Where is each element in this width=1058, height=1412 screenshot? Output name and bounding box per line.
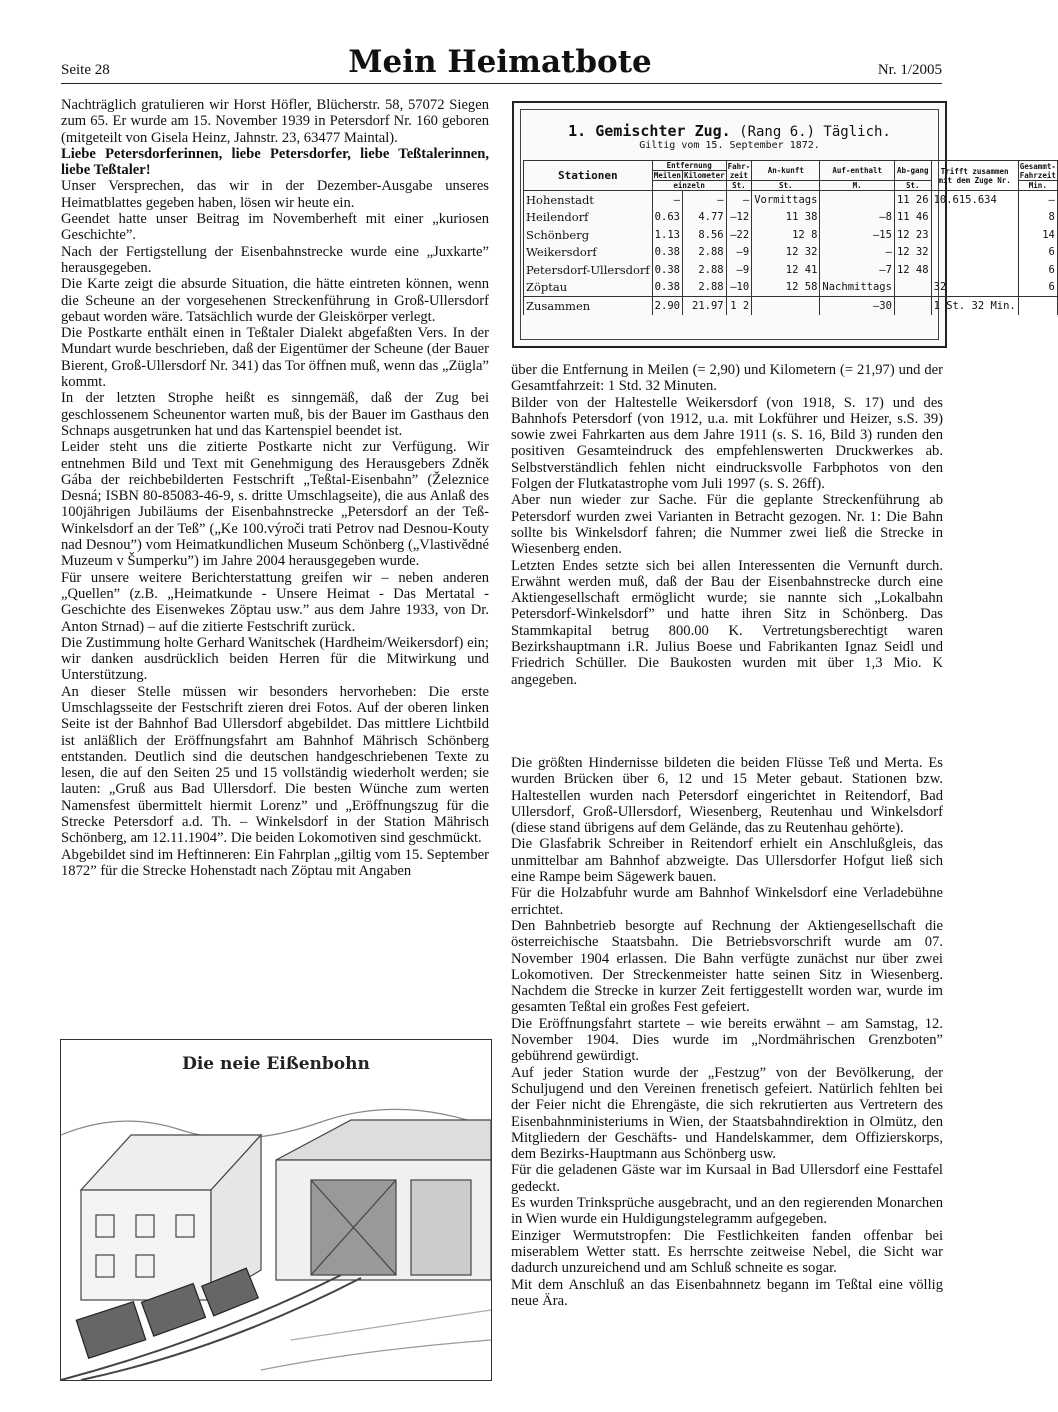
timetable-cell-meilen: 1.13 xyxy=(652,226,682,244)
magazine-logo: Mein Heimatbote xyxy=(348,44,652,80)
paragraph: Mit dem Anschluß an das Eisenbahnnetz begann im Teßtal eine völlig neue Ära. xyxy=(511,1276,943,1309)
issue-number: Nr. 1/2005 xyxy=(877,62,942,78)
timetable-cell-meilen: 0.38 xyxy=(652,279,682,297)
page-number: Seite 28 xyxy=(61,62,110,78)
timetable-cell-fz: —9 xyxy=(726,261,752,279)
timetable-subtitle: Giltig vom 15. September 1872. xyxy=(639,140,820,151)
timetable-cell-ges: 6 xyxy=(1018,279,1057,297)
timetable-cell-trifft xyxy=(931,209,1018,227)
timetable-cell-station: Zusammen xyxy=(524,297,653,315)
timetable-cell-ab: 12 48 xyxy=(894,261,931,279)
timetable-row xyxy=(524,279,1058,297)
timetable-cell-trifft: 10.615.634 xyxy=(931,191,1018,209)
timetable-cell-fz: — xyxy=(726,191,752,209)
paragraph: Die Karte zeigt die absurde Situation, die hätte eintreten können, wenn die Scheune an der vorgesehenen Streckenführung in Groß-Ullersdorf gebaut worden wäre. Tatsächlich wurde der Gleiskörper verlegt. xyxy=(61,276,489,325)
paragraph: Für die Holzabfuhr wurde am Bahnhof Winkelsdorf eine Verladebühne errichtet. xyxy=(511,885,943,918)
timetable-cell-km: 2.88 xyxy=(682,244,726,262)
timetable-cell-an: 12 58 xyxy=(752,279,820,297)
timetable-title-rest: (Rang 6.) Täglich. xyxy=(739,124,891,140)
timetable-cell-trifft xyxy=(931,244,1018,262)
timetable-cell-station: Zöptau xyxy=(524,279,653,297)
timetable-row xyxy=(524,261,1058,279)
col-ankunft: An-kunft xyxy=(752,161,820,181)
paragraph: An dieser Stelle müssen wir besonders hervorheben: Die erste Umschlagsseite der Festschrift zieren drei Fotos. Auf der oberen linken Seite ist der Bahnhof Bad Ullersdorf abgebildet. Das mittlere Lichtbild ist anläßlich der Eröffnungsfahrt am Bahnhof Mährisch Schönberg entstanden. Deutlich sind die deutschen handgeschriebenen Texte zu lesen, die auf den Seiten 25 und 15 vollständig wiederholt werden; sie lauten: „Gruß aus Bad Ullersdorf. Die besten Wünche zum werten Namensfest übermittelt hiermit Lorenz” und „Eröffnungszug für die Strecke Petersdorf a.d. Th. – Winkelsdorf in der Station Mährisch Schönberg, am 12.11.1904”. Die beiden Lokomotiven sind geschmückt. xyxy=(61,683,489,847)
paragraph: über die Entfernung in Meilen (= 2,90) und Kilometern (= 21,97) und der Gesamtfahrzeit: 1 Std. 32 Minuten. xyxy=(511,362,943,395)
paragraph: Letzten Endes setzte sich bei allen Interessenten die Vernunft durch. Erwähnt werden muß, daß der Bau der Eisenbahnstrecke durch eine Aktiengesellschaft ermöglicht wurde; sie nannte sich „Lokalbahn Petersdorf-Winkelsdorf” und hatte ihren Sitz in Schönberg. Das Stammkapital betrug 800.00 K. Vertretungsberechtigt waren Bezirkshauptmann i.R. Julius Boese und Fabrikanten Ignaz Seidl und Friedrich Schüller. Die Baukosten wurden mit über 1,3 Mio. K angegeben. xyxy=(511,557,943,688)
timetable-cell-km: 21.97 xyxy=(682,297,726,315)
unit-st: St. xyxy=(894,181,931,191)
timetable-cell-auf: —8 xyxy=(820,209,895,227)
timetable-row xyxy=(524,244,1058,262)
postcard-illustration xyxy=(60,1039,492,1381)
timetable-cell-ab: 12 23 xyxy=(894,226,931,244)
barn-train-drawing xyxy=(61,1040,491,1380)
timetable-cell-station: Hohenstadt xyxy=(524,191,653,209)
timetable-image xyxy=(512,101,1056,348)
timetable-cell-an: 12 8 xyxy=(752,226,820,244)
timetable-cell-fz: —22 xyxy=(726,226,752,244)
col-kilometer: Kilometer xyxy=(683,171,725,180)
paragraph: Die Zustimmung holte Gerhard Wanitschek (Hardheim/Weikersdorf) ein; wir danken ausdrücklich beiden Herren für die Mitwirkung und Unterstützung. xyxy=(61,634,489,684)
right-column xyxy=(511,755,943,1309)
timetable-cell-km: 2.88 xyxy=(682,261,726,279)
timetable-cell-an xyxy=(752,297,820,315)
paragraph: Die Glasfabrik Schreiber in Reitendorf erhielt ein Anschlußgleis, das unmittelbar am Bahnhof abzweigte. Das Ullersdorfer Hofgut ließ sich eine Rampe beim Sägewerk bauen. xyxy=(511,836,943,886)
paragraph: Für unsere weitere Berichterstattung greifen wir – neben anderen „Quellen” (z.B. „Heimatkunde - Unsere Heimat - Das Mertatal - Geschichte des Eisenwekes Zöptau usw.” aus dem Jahre 1933, von Dr. Anton Strnad) – auf die zitierte Festschrift zurück. xyxy=(61,569,489,635)
left-column xyxy=(61,97,489,879)
timetable-cell-fz: —12 xyxy=(726,209,752,227)
timetable-cell-ab: 11 26 xyxy=(894,191,931,209)
paragraph: Die Eröffnungsfahrt startete – wie bereits erwähnt – am Samstag, 12. November 1904. Dies wurde im „Nordmährischen Grenzboten” gebührend gewürdigt. xyxy=(511,1015,943,1065)
col-aufenthalt: Auf-enthalt xyxy=(820,161,895,181)
col-einzeln: einzeln xyxy=(652,181,726,191)
paragraph: Geendet hatte unser Beitrag im Novemberheft mit einer „kuriosen Geschichte”. xyxy=(61,211,489,244)
timetable-cell-ges: 14 xyxy=(1018,226,1057,244)
timetable-cell-km: 8.56 xyxy=(682,226,726,244)
timetable-row xyxy=(524,209,1058,227)
paragraph: Den Bahnbetrieb besorgte auf Rechnung der Aktiengesellschaft die österreichische Staatsbahn. Die Betriebsvorschrift wurde am 07. November 1904 erlassen. Die Bahn verfügte zunächst nur über zwei Lokomotiven. Der Streckenmeister hatte seinen Sitz in Wiesenberg. Nachdem die Strecke in kurzer Zeit fertiggestellt worden war, wurde im gesamten Teßtal ein großes Fest gefeiert. xyxy=(511,917,943,1016)
paragraph: Einziger Wermutstropfen: Die Festlichkeiten fanden offenbar bei miserablem Wetter statt. Es herrschte zeitweise Nebel, die Sicht war dadurch unzureichend und am Schluß schneite es sogar. xyxy=(511,1227,943,1277)
timetable-cell-km: — xyxy=(682,191,726,209)
timetable-cell-auf: —15 xyxy=(820,226,895,244)
paragraph: Unser Versprechen, das wir in der Dezember-Ausgabe unseres Heimatblattes gegeben haben, lösen wir heute ein. xyxy=(61,178,489,211)
timetable-cell-station: Weikersdorf xyxy=(524,244,653,262)
timetable-cell-meilen: — xyxy=(652,191,682,209)
timetable-row xyxy=(524,191,1058,209)
timetable-cell-meilen: 0.63 xyxy=(652,209,682,227)
timetable-cell-trifft: 1 St. 32 Min. xyxy=(931,297,1018,315)
paragraph: Nach der Fertigstellung der Eisenbahnstrecke wurde eine „Juxkarte” herausgegeben. xyxy=(61,243,489,276)
paragraph: Auf jeder Station wurde der „Festzug” von der Bevölkerung, der Schuljugend und den Vereinen frenetisch gefeiert. Natürlich fehlten bei der Feier nicht die Ehrengäste, die sich rekrutierten aus Vertretern des Eisenbahnministeriums in Wien, der Staatsbahndirektion in Olmütz, den Mitgliedern der Geschäfts- und Handelskammer, dem Offizierskorps, dem Bezirks-Hauptmann aus Schönberg usw. xyxy=(511,1064,943,1163)
header-rule xyxy=(61,83,942,84)
paragraph-heading: Liebe Petersdorferinnen, liebe Petersdorfer, liebe Teßtalerinnen, liebe Teßtaler! xyxy=(61,145,489,179)
timetable-title xyxy=(521,122,938,140)
timetable-cell-station: Heilendorf xyxy=(524,209,653,227)
timetable-cell-auf: — xyxy=(820,244,895,262)
timetable-cell-ges: 6 xyxy=(1018,244,1057,262)
unit-st: St. xyxy=(752,181,820,191)
paragraph: Aber nun wieder zur Sache. Für die geplante Streckenführung ab Petersdorf wurden zwei Varianten in Betracht gezogen. Nr. 1: Die Bahn sollte bis Winkelsdorf fahren; die Nummer zwei ließ die Strecke in Wiesenberg enden. xyxy=(511,492,943,558)
timetable-cell-station: Schönberg xyxy=(524,226,653,244)
paragraph: In der letzten Strophe heißt es sinngemäß, daß der Zug bei geschlossenem Scheunentor warten muß, bis der Bauer im Gasthaus den Schnaps ausgetrunken hat und das Kartenspiel beendet ist. xyxy=(61,390,489,439)
col-trifft: Trifft zusammen mit dem Zuge Nr. xyxy=(931,161,1018,191)
timetable-cell-meilen: 0.38 xyxy=(652,261,682,279)
paragraph: Leider steht uns die zitierte Postkarte nicht zur Verfügung. Wir entnehmen Bild und Text mit Genehmigung des Herausgebers Zdněk Gába der reichbebilderten Festschrift „Teßtal-Eisenbahn” (Železnice Desná; ISBN 80-85083-46-9, s. dritte Umschlagseite), die aus Anlaß des 100jährigen Jubiläums der Eisenbahnstrecke „Petersdorf an der Teß-Winkelsdorf an der Teß” („Ke 100.výroči trati Petrov nad Desnou-Kouty nad Desnou”) vom Heimatkundlichen Museum Schönberg („Vlastivědné Muzeum v Šumperku”) im Jahre 2004 herausgegeben wurde. xyxy=(61,439,489,570)
timetable-cell-an: 12 41 xyxy=(752,261,820,279)
timetable-cell-fz: 1 2 xyxy=(726,297,752,315)
col-meilen: Meilen xyxy=(653,171,681,180)
illustration-caption: Die neie Eißenbohn xyxy=(182,1054,370,1074)
timetable-cell-auf xyxy=(820,191,895,209)
timetable-cell-auf: Nachmittags xyxy=(820,279,895,297)
timetable-cell-an: 11 38 xyxy=(752,209,820,227)
timetable-cell-ab: 12 32 xyxy=(894,244,931,262)
timetable-cell-meilen: 2.90 xyxy=(652,297,682,315)
timetable-cell-trifft: 32 xyxy=(931,279,1018,297)
timetable-cell-ges: 8 xyxy=(1018,209,1057,227)
timetable-cell-auf: —7 xyxy=(820,261,895,279)
timetable-row xyxy=(524,297,1058,315)
timetable-cell-ab xyxy=(894,297,931,315)
right-column-top xyxy=(511,362,943,688)
unit-min: Min. xyxy=(1018,181,1057,191)
paragraph: Bilder von der Haltestelle Weikersdorf (von 1918, S. 17) und des Bahnhofs Petersdorf (von 1912, u.a. mit Lokführer und Heizer, s.S. 39) sowie zwei Fahrkarten aus dem Jahre 1911 (s. S. 16, Bild 3) runden den positiven Gesamteindruck des empfehlenswerten Druckwerkes ab. Selbstverständlich fehlen nicht eindrucksvolle Farbphotos von den Folgen der Flutkatastrophe vom Juli 1997 (s. S. 26ff). xyxy=(511,394,943,493)
timetable-cell-fz: —10 xyxy=(726,279,752,297)
paragraph: Abgebildet sind im Heftinneren: Ein Fahrplan „giltig vom 15. September 1872” für die Strecke Hohenstadt nach Zöptau mit Angaben xyxy=(61,846,489,879)
paragraph: Nachträglich gratulieren wir Horst Höfler, Blücherstr. 58, 57072 Siegen zum 65. Er wurde am 15. November 1939 in Petersdorf Nr. 160 geboren (mitgeteilt von Gisela Heinz, Jahnstr. 23, 63477 Maintal). xyxy=(61,97,489,146)
timetable-cell-km: 4.77 xyxy=(682,209,726,227)
timetable-cell-an: Vormittags xyxy=(752,191,820,209)
paragraph: Die größten Hindernisse bildeten die beiden Flüsse Teß und Merta. Es wurden Brücken über 6, 12 und 15 Meter gebaut. Stationen bzw. Haltestellen wurden nach Petersdorf eingerichtet in Reitendorf, Bad Ullersdorf, Groß-Ullersdorf, Wiesenberg, Reutenhau und Winkelsdorf (diese stand übrigens auf dem Gelände, das zu Reutenhau gehörte). xyxy=(511,755,943,837)
unit-m: M. xyxy=(820,181,895,191)
timetable-cell-ab xyxy=(894,279,931,297)
unit-st: St. xyxy=(726,181,752,191)
paragraph: Es wurden Trinksprüche ausgebracht, und an den regierenden Monarchen in Wien wurde ein Huldigungstelegramm aufgegeben. xyxy=(511,1195,943,1228)
timetable-cell-auf: —30 xyxy=(820,297,895,315)
timetable-cell-ges xyxy=(1018,297,1057,315)
paragraph: Für die geladenen Gäste war im Kursaal in Bad Ullersdorf eine Festtafel gedeckt. xyxy=(511,1162,943,1195)
timetable-cell-an: 12 32 xyxy=(752,244,820,262)
timetable-cell-station: Petersdorf-Ullersdorf xyxy=(524,261,653,279)
timetable-frame xyxy=(520,109,1056,340)
col-stations: Stationen xyxy=(524,161,653,191)
timetable-cell-km: 2.88 xyxy=(682,279,726,297)
timetable-cell-ab: 11 46 xyxy=(894,209,931,227)
timetable-row xyxy=(524,226,1058,244)
timetable-table xyxy=(523,160,1058,315)
col-distance: Entfernung xyxy=(652,161,726,171)
col-fahrzeit: Fahr-zeit xyxy=(727,161,751,180)
col-gesamt: Gesammt-Fahrzeit xyxy=(1019,161,1056,180)
col-abgang: Ab-gang xyxy=(894,161,931,181)
timetable-cell-fz: —9 xyxy=(726,244,752,262)
timetable-cell-ges: 6 xyxy=(1018,261,1057,279)
timetable-title-main: 1. Gemischter Zug. xyxy=(568,122,731,140)
timetable-cell-trifft xyxy=(931,261,1018,279)
paragraph: Die Postkarte enthält einen in Teßtaler Dialekt abgefaßten Vers. In der Mundart wurde beschrieben, daß der Eigentümer der Scheune (der Bauer Bierent, Groß-Ullersdorf Nr. 341) das Tor öffnen muß, wenn das „Zügla” kommt. xyxy=(61,325,489,391)
timetable-cell-trifft xyxy=(931,226,1018,244)
timetable-cell-meilen: 0.38 xyxy=(652,244,682,262)
timetable-cell-ges: — xyxy=(1018,191,1057,209)
